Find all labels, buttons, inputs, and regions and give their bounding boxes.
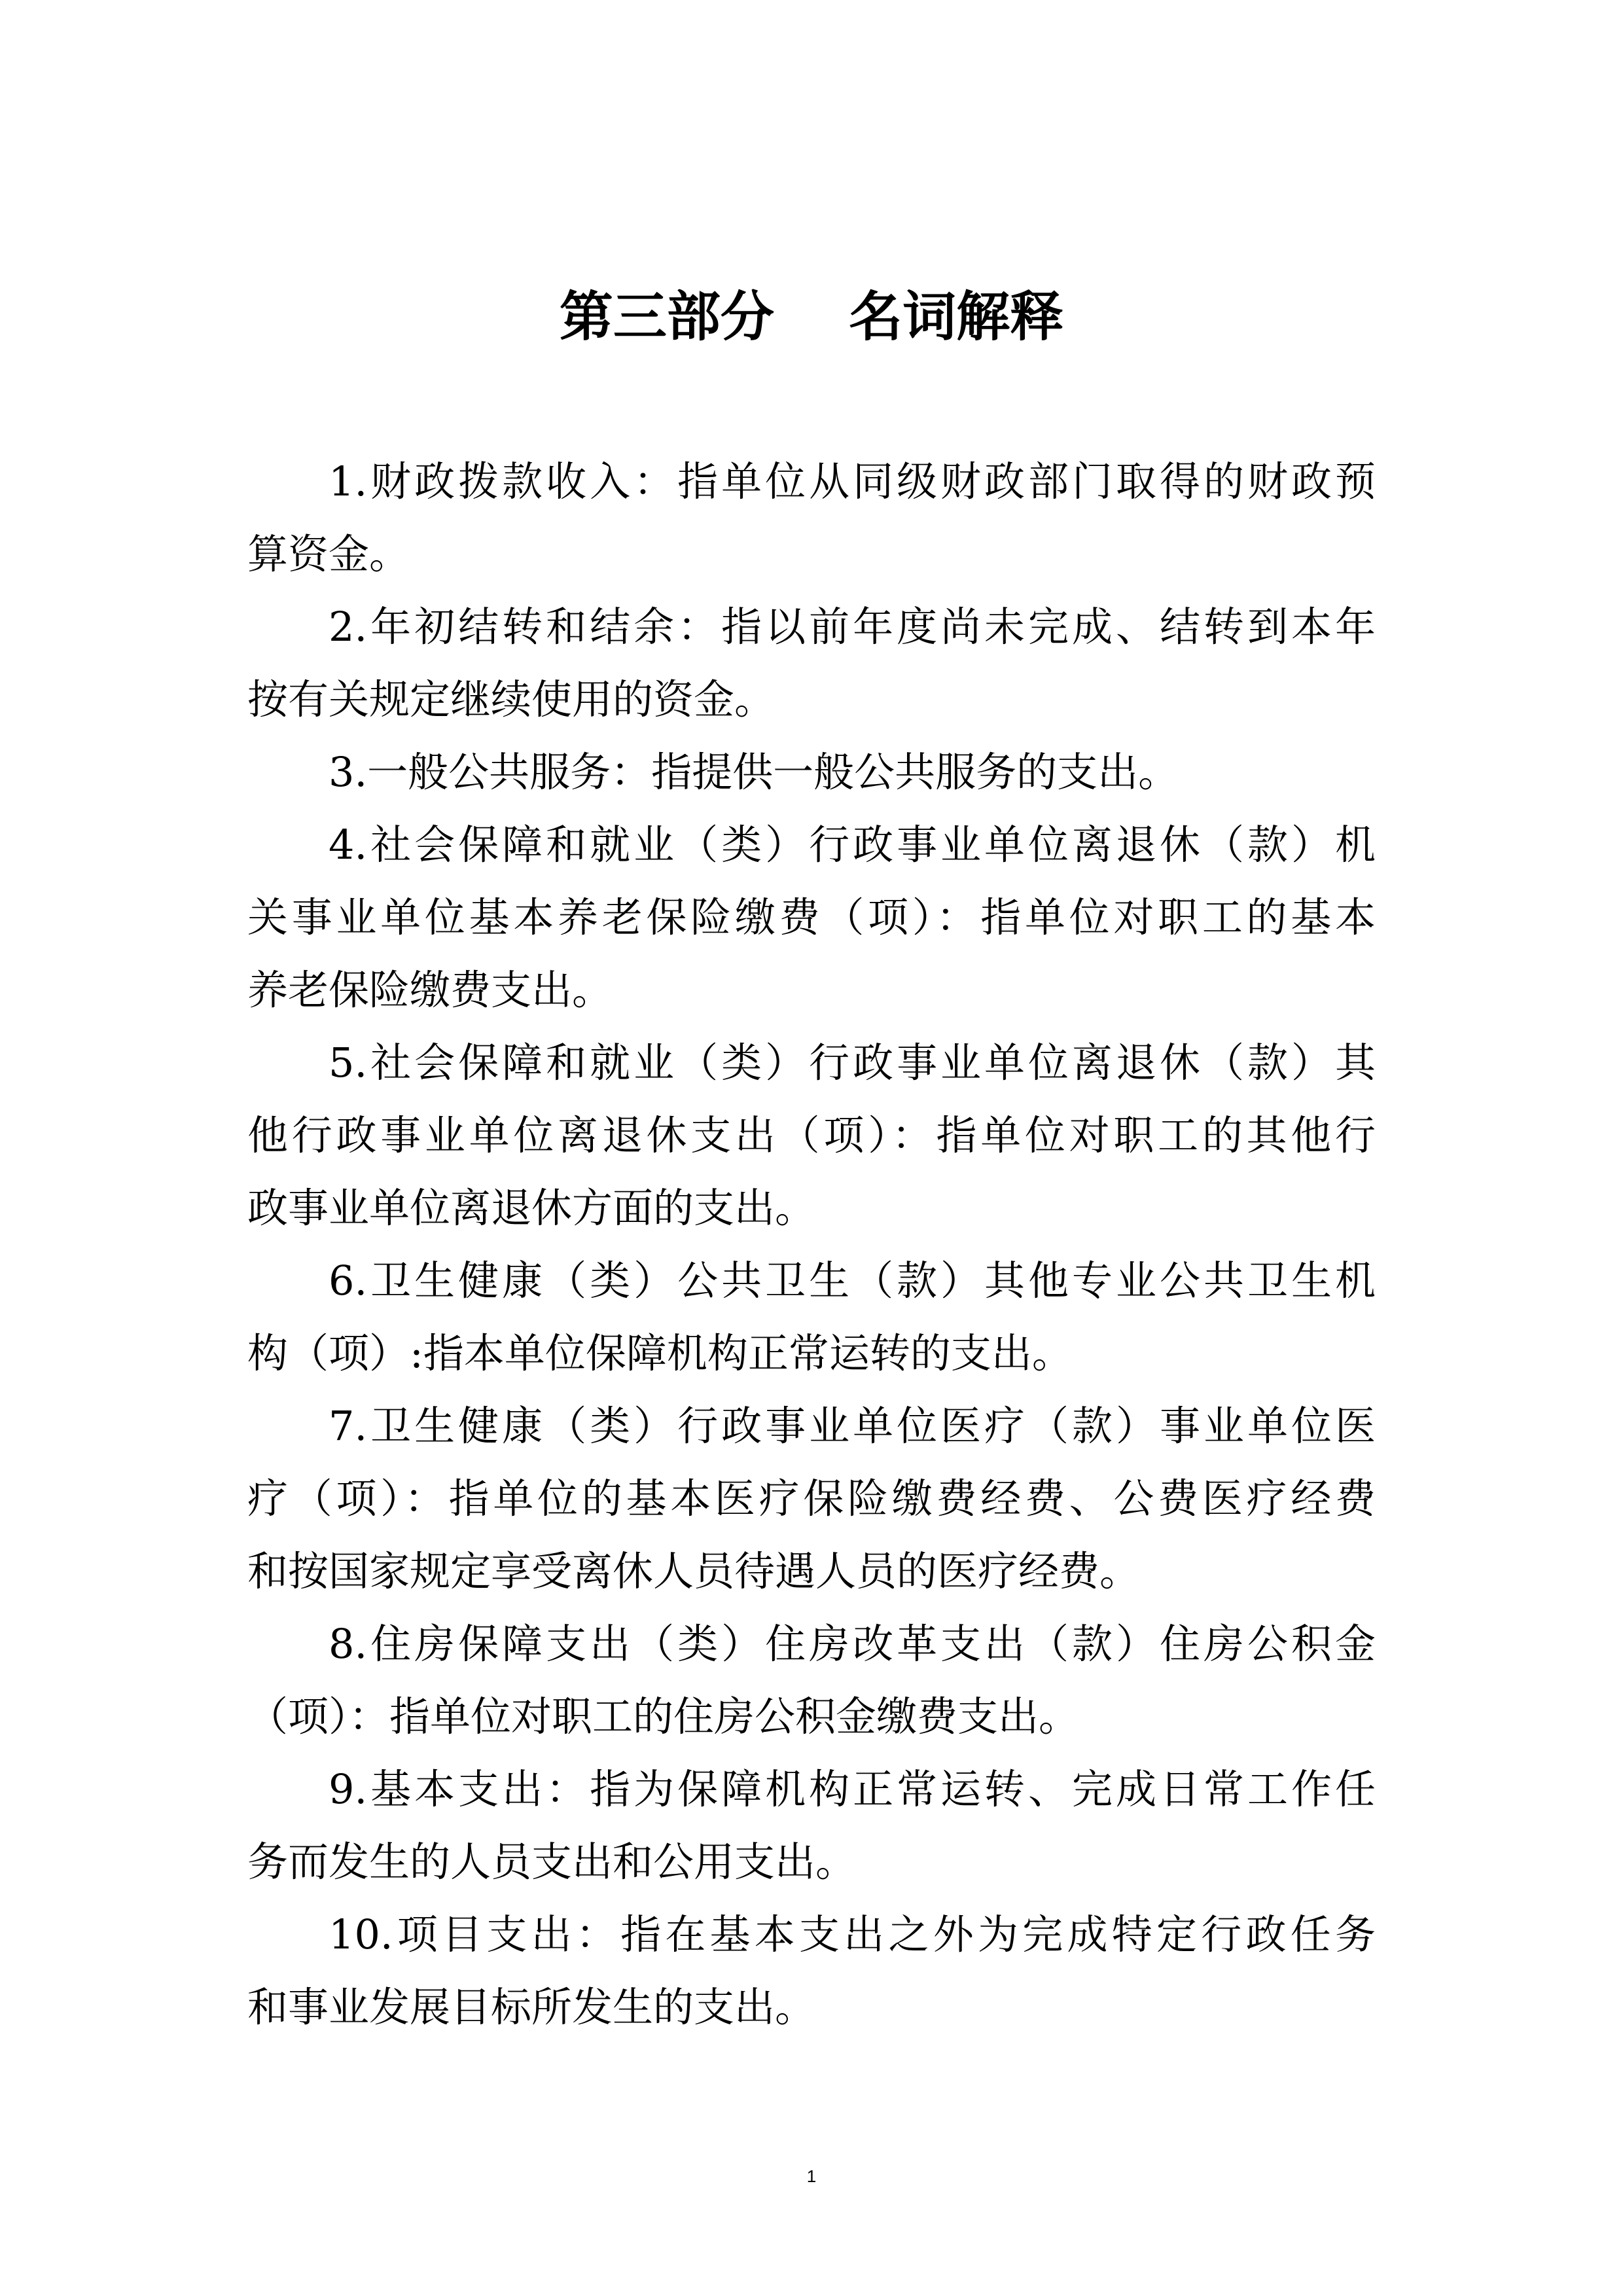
definition-item (247, 1607, 1376, 1753)
definition-line: 务而发生的人员支出和公用支出。 (247, 1838, 857, 1886)
definition-item (247, 1753, 1376, 1898)
definition-line: 按有关规定继续使用的资金。 (247, 675, 776, 723)
page-title: 第三部分 名词解释 (559, 286, 1064, 348)
definitions-list (247, 445, 1376, 2043)
definition-line: 疗（项）：指单位的基本医疗保险缴费经费、公费医疗经费 (247, 1475, 1376, 1522)
definition-line: 关事业单位基本养老保险缴费（项）：指单位对职工的基本 (247, 893, 1376, 941)
definition-item (247, 736, 1376, 808)
definition-line: 2.年初结转和结余：指以前年度尚未完成、结转到本年 (329, 603, 1376, 651)
definition-line: 6.卫生健康（类）公共卫生（款）其他专业公共卫生机 (329, 1257, 1376, 1304)
definition-line: 10.项目支出：指在基本支出之外为完成特定行政任务 (329, 1910, 1376, 1958)
definition-line: 和事业发展目标所发生的支出。 (247, 1983, 816, 2031)
definition-line: 7.卫生健康（类）行政事业单位医疗（款）事业单位医 (329, 1402, 1376, 1450)
definition-line: 构（项）:指本单位保障机构正常运转的支出。 (247, 1329, 1073, 1377)
definition-line: 4.社会保障和就业（类）行政事业单位离退休（款）机 (329, 821, 1376, 869)
definition-item (247, 808, 1376, 1026)
definition-line: 政事业单位离退休方面的支出。 (247, 1184, 816, 1232)
definition-line: 他行政事业单位离退休支出（项）：指单位对职工的其他行 (247, 1111, 1376, 1159)
page-number: 1 (806, 2166, 817, 2186)
definition-item (247, 1390, 1376, 1607)
definition-line: 3.一般公共服务：指提供一般公共服务的支出。 (329, 748, 1179, 796)
definition-item (247, 1244, 1376, 1390)
definition-item (247, 1898, 1376, 2043)
definition-line: 5.社会保障和就业（类）行政事业单位离退休（款）其 (329, 1039, 1376, 1086)
definition-line: 9.基本支出：指为保障机构正常运转、完成日常工作任 (329, 1765, 1376, 1813)
definition-item (247, 445, 1376, 590)
definition-line: 8.住房保障支出（类）住房改革支出（款）住房公积金 (329, 1620, 1376, 1668)
definition-line: 和按国家规定享受离休人员待遇人员的医疗经费。 (247, 1547, 1141, 1595)
definition-item (247, 1026, 1376, 1244)
definition-line: 算资金。 (247, 530, 410, 578)
definition-line: 1.财政拨款收入：指单位从同级财政部门取得的财政预 (329, 457, 1376, 505)
definition-line: （项）：指单位对职工的住房公积金缴费支出。 (247, 1693, 1080, 1740)
definition-line: 养老保险缴费支出。 (247, 966, 613, 1014)
definition-item (247, 590, 1376, 736)
